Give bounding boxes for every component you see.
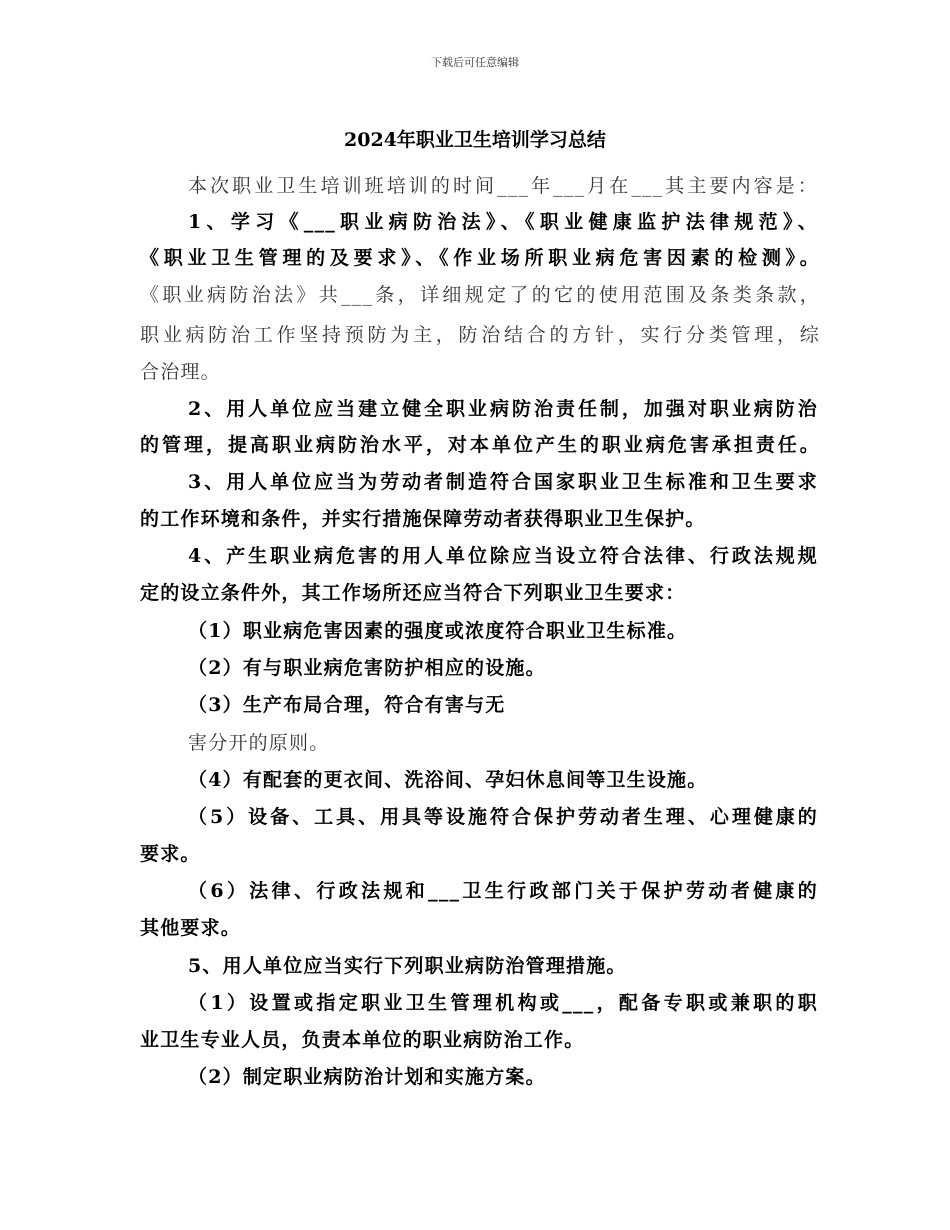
paragraph-line: 《职业卫生管理的及要求》、《作业场所职业病危害因素的检测》。	[140, 247, 820, 269]
paragraph-line: 的工作环境和条件，并实行措施保障劳动者获得职业卫生保护。	[140, 508, 706, 530]
paragraph-line: 的管理，提高职业病防治水平，对本单位产生的职业病危害承担责任。	[140, 434, 820, 456]
paragraph-line: 定的设立条件外，其工作场所还应当符合下列职业卫生要求：	[140, 582, 686, 604]
list-item: 其他要求。	[140, 917, 242, 939]
list-item: 害分开的原则。	[188, 732, 330, 754]
list-item: （5）设备、工具、用具等设施符合保护劳动者生理、心理健康的	[188, 806, 818, 828]
list-item: （3）生产布局合理，符合有害与无	[188, 694, 506, 716]
paragraph-line: 职业病防治工作坚持预防为主，防治结合的方针，实行分类管理，综	[140, 324, 820, 346]
list-item: 要求。	[140, 843, 201, 865]
paragraph-line: 本次职业卫生培训班培训的时间___年___月在___其主要内容是：	[188, 175, 818, 197]
list-item: 业卫生专业人员，负责本单位的职业病防治工作。	[140, 1029, 585, 1051]
paragraph-line: 5、用人单位应当实行下列职业病防治管理措施。	[188, 955, 627, 977]
list-item: （4）有配套的更衣间、洗浴间、孕妇休息间等卫生设施。	[188, 769, 708, 791]
page-title: 2024年职业卫生培训学习总结	[344, 129, 606, 151]
paragraph-line: 4、产生职业病危害的用人单位除应当设立符合法律、行政法规规	[188, 545, 818, 567]
paragraph-line: 《职业病防治法》共___条，详细规定了的它的使用范围及条类条款，	[140, 284, 820, 306]
list-item: （2）制定职业病防治计划和实施方案。	[188, 1066, 546, 1088]
list-item: （1）设置或指定职业卫生管理机构或___，配备专职或兼职的职	[188, 992, 818, 1014]
list-item: （6）法律、行政法规和___卫生行政部门关于保护劳动者健康的	[188, 880, 818, 902]
header-note: 下载后可任意编辑	[431, 56, 519, 69]
paragraph-line: 3、用人单位应当为劳动者制造符合国家职业卫生标准和卫生要求	[188, 471, 818, 493]
list-item: （2）有与职业病危害防护相应的设施。	[188, 657, 546, 679]
list-item: （1）职业病危害因素的强度或浓度符合职业卫生标准。	[188, 620, 688, 642]
paragraph-line: 2、用人单位应当建立健全职业病防治责任制，加强对职业病防治	[188, 398, 818, 420]
paragraph-line: 合治理。	[140, 361, 221, 383]
paragraph-line: 1、学习《___职业病防治法》、《职业健康监护法律规范》、	[188, 211, 818, 233]
